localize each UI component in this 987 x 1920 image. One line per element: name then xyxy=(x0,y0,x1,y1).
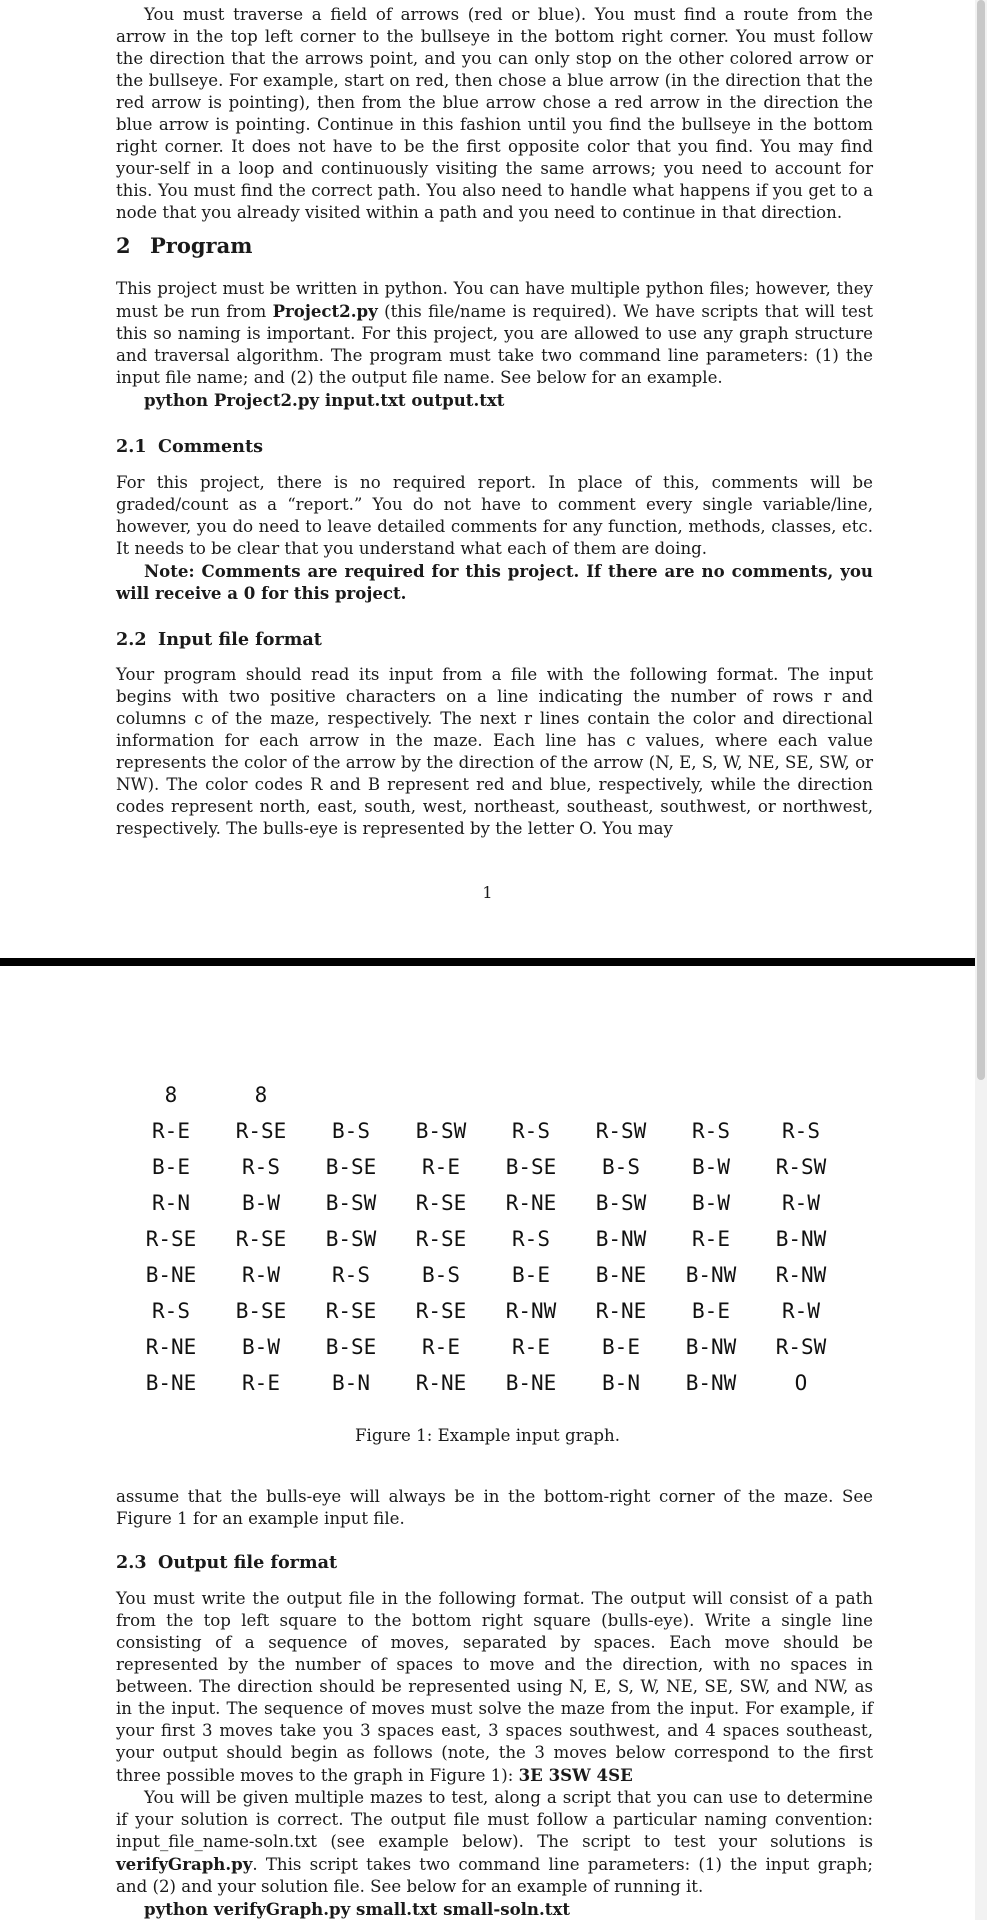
grid-cell: B-NE xyxy=(145,1371,197,1395)
figure-caption: Figure 1: Example input graph. xyxy=(355,1426,620,1445)
grid-rows-count: 8 xyxy=(164,1083,178,1107)
grid-cell: B-W xyxy=(692,1191,730,1215)
grid-cell: R-S xyxy=(332,1263,370,1287)
grid-cell: O xyxy=(794,1371,808,1395)
grid-cell: R-W xyxy=(782,1299,820,1323)
grid-cell: B-NE xyxy=(595,1263,647,1287)
verify-text-part1: You will be given multiple mazes to test, along a script that you can use to determine if your solution is correct. The output file must follow a particular naming convention: input_file_name-soln.txt (see example below). The script to test your solutions is xyxy=(116,1788,873,1851)
section-2-body xyxy=(116,278,873,411)
grid-cell: B-W xyxy=(242,1335,280,1359)
grid-cell: B-SW xyxy=(415,1119,467,1143)
grid-cell: R-SE xyxy=(235,1119,287,1143)
grid-cell: R-W xyxy=(242,1263,280,1287)
section-2-1-heading xyxy=(116,436,873,458)
verify-command: python verifyGraph.py small.txt small-soln.txt xyxy=(144,1899,571,1919)
grid-cell: R-SE xyxy=(415,1299,467,1323)
scrollbar-track[interactable] xyxy=(975,0,987,1920)
grid-header-row xyxy=(126,1077,846,1113)
example-moves: 3E 3SW 4SE xyxy=(518,1765,633,1785)
section-2-heading xyxy=(116,233,873,259)
section-2-2-heading xyxy=(116,629,873,651)
grid-cell: B-NW xyxy=(595,1227,647,1251)
grid-cell: R-S xyxy=(512,1227,550,1251)
example-input-grid xyxy=(126,1077,846,1401)
section-title: Program xyxy=(150,233,253,258)
grid-cols-count: 8 xyxy=(254,1083,268,1107)
grid-cell: R-SE xyxy=(235,1227,287,1251)
scrollbar-thumb[interactable] xyxy=(977,0,985,1080)
grid-cell: R-S xyxy=(242,1155,280,1179)
grid-cell: B-SW xyxy=(325,1227,377,1251)
grid-cell: R-NW xyxy=(505,1299,557,1323)
grid-cell: B-W xyxy=(242,1191,280,1215)
section-number: 2.2 xyxy=(116,629,147,650)
grid-cell: R-S xyxy=(512,1119,550,1143)
grid-cell: B-S xyxy=(332,1119,370,1143)
grid-row xyxy=(126,1113,846,1149)
comments-text: For this project, there is no required report. In place of this, comments will be graded/count as a “report.” You do not have to comment every single variable/line, however, you do need to leave detailed comments for any function, methods, classes, etc. It needs to be clear that you understand what each of them are doing. xyxy=(116,473,873,558)
grid-cell: B-SE xyxy=(325,1335,377,1359)
grid-cell: B-NW xyxy=(775,1227,827,1251)
grid-cell: R-W xyxy=(782,1191,820,1215)
section-2-3-body xyxy=(116,1588,873,1920)
section-2-1-body xyxy=(116,472,873,604)
grid-row xyxy=(126,1329,846,1365)
grid-cell: B-SE xyxy=(505,1155,557,1179)
grid-cell: B-SE xyxy=(235,1299,287,1323)
grid-cell: R-N xyxy=(152,1191,190,1215)
intro-paragraph xyxy=(116,4,873,224)
grid-cell: B-NW xyxy=(685,1263,737,1287)
grid-row xyxy=(126,1221,846,1257)
grid-cell: R-NE xyxy=(505,1191,557,1215)
section-number: 2.1 xyxy=(116,436,147,457)
section-2-3-heading xyxy=(116,1552,873,1574)
grid-cell: B-N xyxy=(602,1371,640,1395)
grid-cell: R-S xyxy=(782,1119,820,1143)
grid-cell: B-E xyxy=(692,1299,730,1323)
grid-row xyxy=(126,1293,846,1329)
grid-cell: R-SW xyxy=(775,1155,827,1179)
grid-body xyxy=(126,1113,846,1401)
grid-row xyxy=(126,1257,846,1293)
grid-cell: B-NE xyxy=(505,1371,557,1395)
grid-cell: R-SE xyxy=(415,1191,467,1215)
verify-script-name: verifyGraph.py xyxy=(116,1854,253,1874)
grid-cell: R-S xyxy=(152,1299,190,1323)
grid-cell: B-NW xyxy=(685,1371,737,1395)
grid-cell: R-NE xyxy=(595,1299,647,1323)
program-text-part1: This project must be written in python. You can have multiple python files; however, they must be run from xyxy=(116,279,873,321)
section-number: 2 xyxy=(116,233,131,258)
grid-cell: R-SE xyxy=(415,1227,467,1251)
grid-cell: R-E xyxy=(512,1335,550,1359)
program-text-part2: (this file/name is required). We have scripts that will test this so naming is important. For this project, you are allowed to use any graph structure and traversal algorithm. The program must take two command line parameters: (1) the input file name; and (2) the output file name. See below for an example. xyxy=(116,302,873,387)
comments-note: Note: Comments are required for this project. If there are no comments, you will receive a 0 for this project. xyxy=(116,561,873,603)
grid-cell: R-E xyxy=(152,1119,190,1143)
grid-cell: R-E xyxy=(242,1371,280,1395)
grid-cell: B-S xyxy=(422,1263,460,1287)
page-separator xyxy=(0,958,987,966)
grid-cell: B-E xyxy=(512,1263,550,1287)
grid-cell: R-NW xyxy=(775,1263,827,1287)
grid-cell: B-SW xyxy=(325,1191,377,1215)
grid-cell: R-NE xyxy=(145,1335,197,1359)
grid-row xyxy=(126,1149,846,1185)
document-page-1 xyxy=(0,0,975,958)
program-command: python Project2.py input.txt output.txt xyxy=(144,390,505,410)
grid-row xyxy=(126,1185,846,1221)
grid-cell: R-SE xyxy=(325,1299,377,1323)
intro-text: You must traverse a field of arrows (red or blue). You must find a route from the arrow in the top left corner to the bullseye in the bottom right corner. You must follow the direction that the arrows point, and you can only stop on the other colored arrow or the bullseye. For example, start on red, then chose a blue arrow (in the direction that the red arrow is pointing), then from the blue arrow chose a red arrow in the direction the blue arrow is pointing. Continue in this fashion until you find the bullseye in the bottom right corner. It does not have to be the first opposite color that you find. You may find your-self in a loop and continuously visiting the same arrows; you need to account for this. You must find the correct path. You also need to handle what happens if you get to a node that you already visited within a path and you need to continue in that direction. xyxy=(116,5,873,222)
grid-cell: B-E xyxy=(602,1335,640,1359)
page-number: 1 xyxy=(482,883,493,902)
grid-cell: R-S xyxy=(692,1119,730,1143)
grid-cell: B-NW xyxy=(685,1335,737,1359)
section-title: Output file format xyxy=(158,1552,338,1573)
grid-cell: R-E xyxy=(692,1227,730,1251)
verify-text-part2: . This script takes two command line parameters: (1) the input graph; and (2) and your solution file. See below for an example of running it. xyxy=(116,1855,873,1896)
document-page-2 xyxy=(0,966,975,1920)
input-format-text: Your program should read its input from a file with the following format. The input begins with two positive characters on a line indicating the number of rows r and columns c of the maze, respectively. The next r lines contain the color and directional information for each arrow in the maze. Each line has c values, where each value represents the color of the arrow by the direction of the arrow (N, E, S, W, NE, SE, SW, or NW). The color codes R and B represent red and blue, respectively, while the direction codes represent north, east, south, west, northeast, southeast, southwest, or northwest, respectively. The bulls-eye is represented by the letter O. You may xyxy=(116,665,874,838)
grid-cell: R-SW xyxy=(775,1335,827,1359)
grid-cell: B-SW xyxy=(595,1191,647,1215)
grid-cell: R-E xyxy=(422,1335,460,1359)
grid-cell: R-NE xyxy=(415,1371,467,1395)
output-format-text: You must write the output file in the following format. The output will consist of a path from the top left square to the bottom right square (bulls-eye). Write a single line consisting of a sequence of moves, separated by spaces. Each move should be represented by the number of spaces to move and the direction, with no spaces in between. The direction should be represented using N, E, S, W, NE, SE, SW, and NW, as in the input. The sequence of moves must solve the maze from the input. For example, if your first 3 moves take you 3 spaces east, 3 spaces southwest, and 4 spaces southeast, your output should begin as follows (note, the 3 moves below correspond to the first three possible moves to the graph in Figure 1): xyxy=(116,1589,873,1785)
program-filename: Project2.py xyxy=(272,301,378,321)
grid-cell: R-E xyxy=(422,1155,460,1179)
section-number: 2.3 xyxy=(116,1552,147,1573)
grid-cell: B-SE xyxy=(325,1155,377,1179)
grid-cell: B-E xyxy=(152,1155,190,1179)
grid-cell: B-N xyxy=(332,1371,370,1395)
continuation-text: assume that the bulls-eye will always be in the bottom-right corner of the maze. See Figure 1 for an example input file. xyxy=(116,1487,873,1528)
section-title: Comments xyxy=(158,436,263,457)
section-title: Input file format xyxy=(158,629,322,650)
grid-cell: R-SE xyxy=(145,1227,197,1251)
grid-cell: B-NE xyxy=(145,1263,197,1287)
grid-cell: B-W xyxy=(692,1155,730,1179)
continuation-paragraph xyxy=(116,1486,873,1530)
grid-cell: R-SW xyxy=(595,1119,647,1143)
grid-row xyxy=(126,1365,846,1401)
grid-cell: B-S xyxy=(602,1155,640,1179)
section-2-2-body xyxy=(116,664,873,840)
